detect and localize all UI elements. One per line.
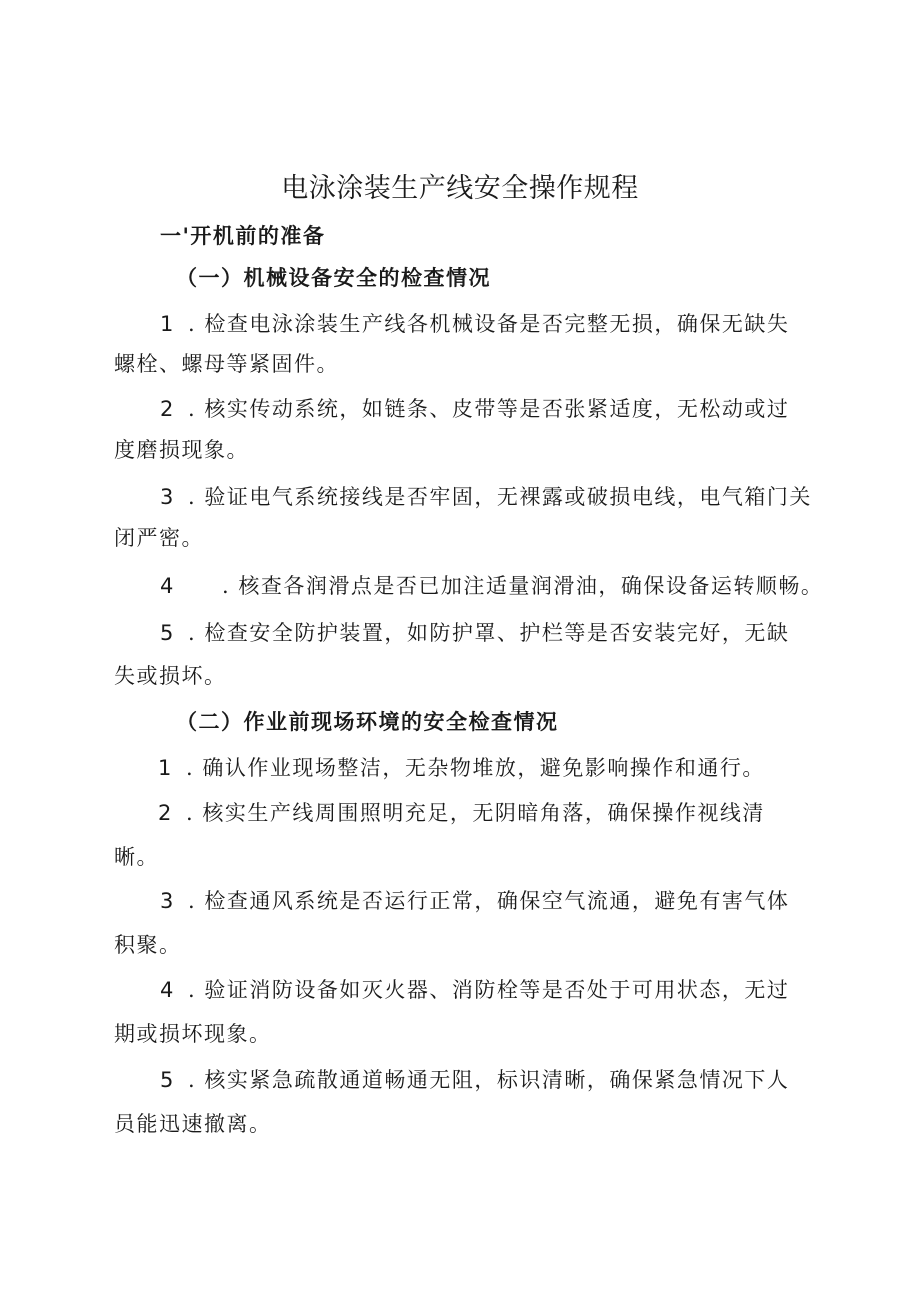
- list-item: [160, 1064, 789, 1094]
- list-item: [160, 974, 789, 1004]
- item-text: . 验证电气系统接线是否牢固，无裸露或破损电线，电气箱门关: [188, 485, 812, 509]
- list-item: [160, 308, 789, 338]
- item-number: 5: [160, 621, 175, 645]
- item-text: . 核实紧急疏散通道畅通无阻，标识清晰，确保紧急情况下人: [188, 1068, 790, 1092]
- item-continuation: 螺栓、螺母等紧固件。: [114, 352, 339, 376]
- list-item: [160, 617, 789, 647]
- list-item: [160, 393, 789, 423]
- subsection-heading: （一）机械设备安全的检查情况: [176, 265, 491, 290]
- item-text: . 检查安全防护装置，如防护罩、护栏等是否安装完好，无缺: [188, 621, 790, 645]
- item-text: . 检查通风系统是否运行正常，确保空气流通，避免有害气体: [188, 889, 790, 913]
- item-continuation: 失或损坏。: [114, 664, 227, 688]
- item-number: 2: [158, 801, 173, 825]
- item-text: . 核实生产线周围照明充足，无阴暗角落，确保操作视线清: [186, 801, 765, 825]
- item-number: 3: [160, 889, 175, 913]
- item-number: 1: [160, 312, 175, 336]
- page-title: 电泳涂装生产线安全操作规程: [281, 173, 639, 204]
- list-item: [160, 885, 789, 915]
- item-number: 5: [160, 1068, 175, 1092]
- item-number: 3: [160, 485, 175, 509]
- item-text: . 确认作业现场整洁，无杂物堆放，避免影响操作和通行。: [186, 756, 765, 780]
- subsection-heading: （二）作业前现场环境的安全检查情况: [176, 709, 559, 734]
- item-text: . 验证消防设备如灭火器、消防栓等是否处于可用状态，无过: [188, 978, 790, 1002]
- list-item: [158, 797, 765, 827]
- item-continuation: 晰。: [114, 845, 159, 869]
- item-text: . 核查各润滑点是否已加注适量润滑油，确保设备运转顺畅。: [222, 574, 824, 598]
- item-text: . 检查电泳涂装生产线各机械设备是否完整无损，确保无缺失: [188, 312, 790, 336]
- item-number: 4: [160, 978, 175, 1002]
- item-continuation: 度磨损现象。: [114, 438, 249, 462]
- item-number: 4: [160, 574, 175, 598]
- item-continuation: 积聚。: [114, 933, 182, 957]
- list-item: [160, 570, 823, 600]
- item-number: 1: [158, 756, 173, 780]
- list-item: [158, 752, 765, 782]
- item-number: 2: [160, 397, 175, 421]
- list-item: [160, 481, 812, 511]
- item-text: . 核实传动系统，如链条、皮带等是否张紧适度，无松动或过: [188, 397, 790, 421]
- item-continuation: 期或损坏现象。: [114, 1022, 272, 1046]
- section-heading: 一'开机前的准备: [160, 223, 326, 248]
- item-continuation: 员能迅速撤离。: [114, 1112, 272, 1136]
- item-continuation: 闭严密。: [114, 526, 204, 550]
